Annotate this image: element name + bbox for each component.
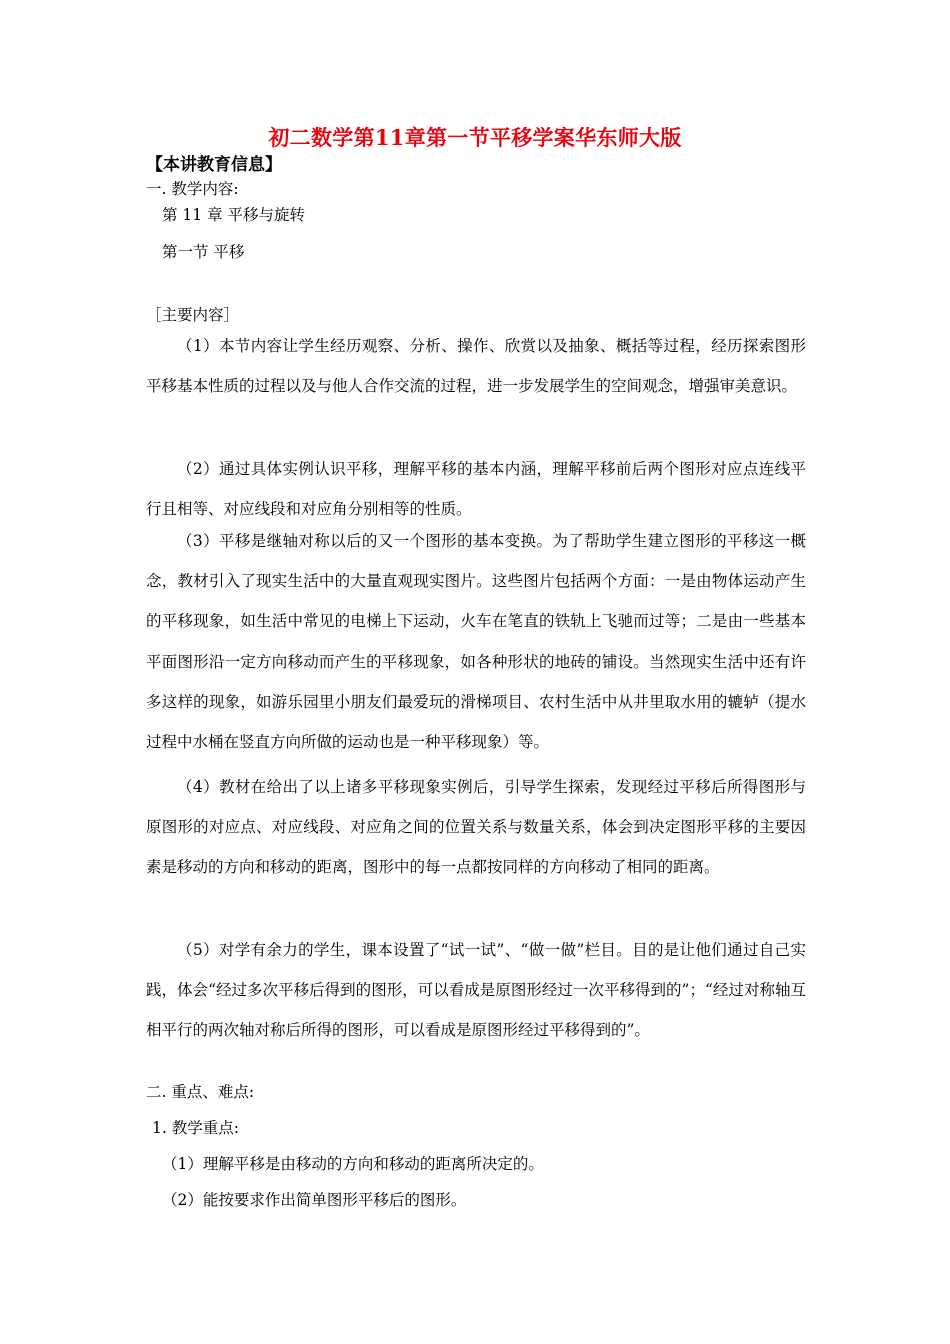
part1-label: 一. 教学内容:	[146, 180, 239, 198]
key-point-2: （2）能按要求作出简单图形平移后的图形。	[162, 1191, 467, 1209]
paragraph-5: （5）对学有余力的学生，课本设置了“试一试”、“做一做”栏目。目的是让他们通过自己实践，体会“经过多次平移后得到的图形，可以看成是原图形经过一次平移得到的”；“经过对称轴互相平行的两次轴对称后所得的图形，可以看成是原图形经过平移得到的”。	[146, 941, 806, 1040]
section-header: 【本讲教育信息】	[146, 155, 282, 175]
paragraph-1: （1）本节内容让学生经历观察、分析、操作、欣赏以及抽象、概括等过程，经历探索图形平移基本性质的过程以及与他人合作交流的过程，进一步发展学生的空间观念，增强审美意识。	[146, 337, 806, 396]
key-point-1: （1）理解平移是由移动的方向和移动的距离所决定的。	[162, 1155, 544, 1173]
part2-label: 二. 重点、难点:	[146, 1083, 255, 1101]
main-content-label: ［主要内容］	[146, 306, 240, 324]
chapter-line: 第 11 章 平移与旋转	[162, 206, 306, 224]
section-line: 第一节 平移	[162, 243, 245, 261]
document-title: 初二数学第11章第一节平移学案华东师大版	[268, 125, 682, 150]
paragraph-3: （3）平移是继轴对称以后的又一个图形的基本变换。为了帮助学生建立图形的平移这一概念，教材引入了现实生活中的大量直观现实图片。这些图片包括两个方面：一是由物体运动产生的平移现象，如生活中常见的电梯上下运动，火车在笔直的铁轨上飞驰而过等；二是由一些基本平面图形沿一定方向移动而产生的平移现象，如各种形状的地砖的铺设。当然现实生活中还有许多这样的现象，如游乐园里小朋友们最爱玩的滑梯项目、农村生活中从井里取水用的辘轳（提水过程中水桶在竖直方向所做的运动也是一种平移现象）等。	[146, 532, 806, 752]
paragraph-4: （4）教材在给出了以上诸多平移现象实例后，引导学生探索，发现经过平移后所得图形与原图形的对应点、对应线段、对应角之间的位置关系与数量关系，体会到决定图形平移的主要因素是移动的方向和移动的距离，图形中的每一点都按同样的方向移动了相同的距离。	[146, 778, 806, 877]
paragraph-2: （2）通过具体实例认识平移，理解平移的基本内涵，理解平移前后两个图形对应点连线平行且相等、对应线段和对应角分别相等的性质。	[146, 460, 806, 519]
key-points-label: 1. 教学重点:	[152, 1119, 239, 1137]
